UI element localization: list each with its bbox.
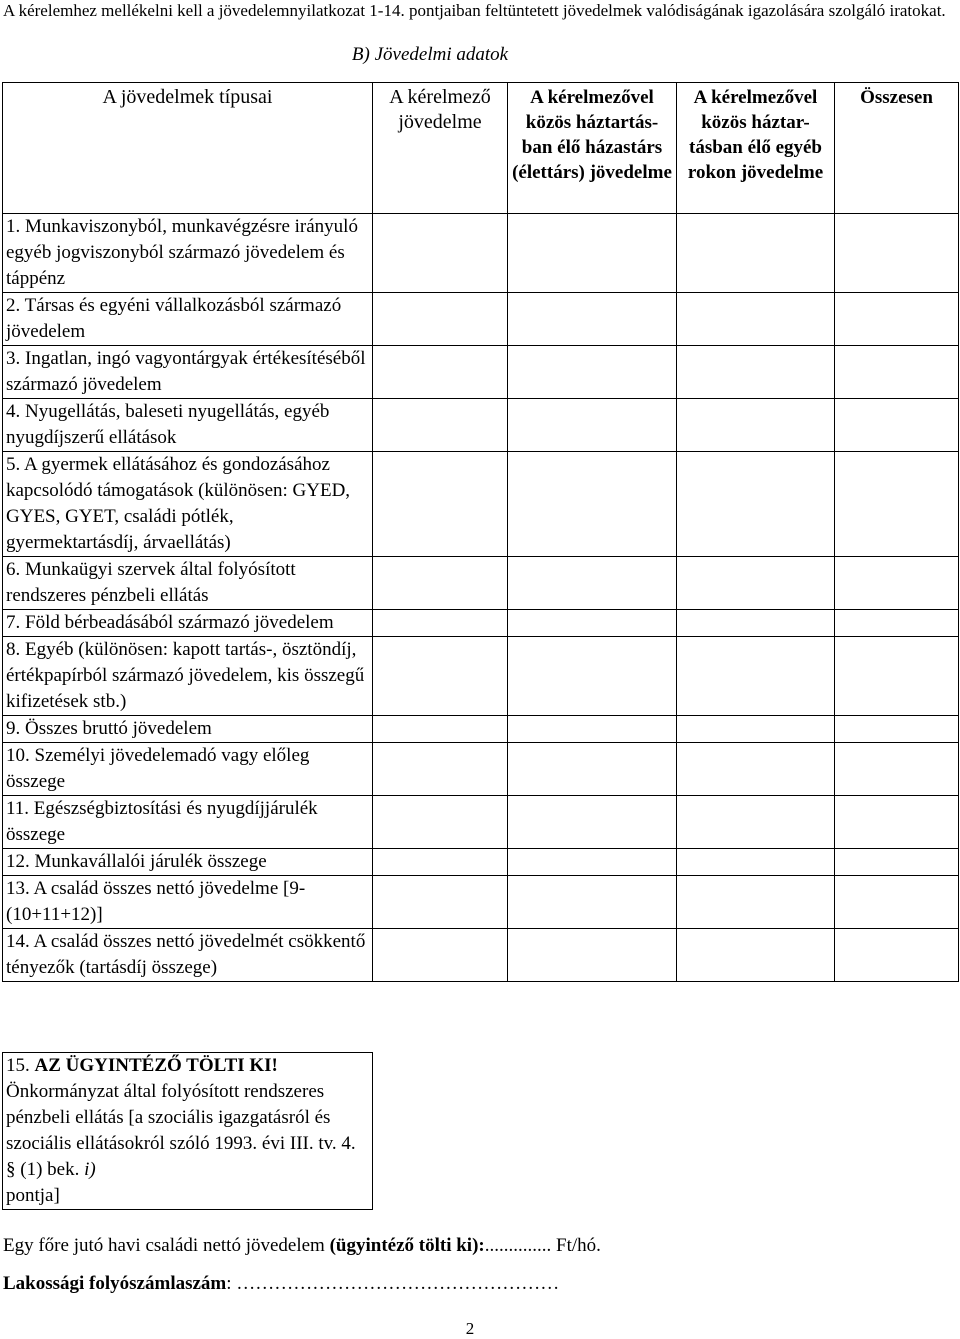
income-type-label: 3. Ingatlan, ingó vagyontárgyak értékesítéséből származó jövedelem [3,346,373,399]
admin-number: 15. [6,1055,30,1076]
header-total: Összesen [835,83,959,214]
header-income-types: A jövedelmek típusai [3,83,373,214]
total-value-cell[interactable] [835,399,959,452]
relative-value-cell[interactable] [677,557,835,610]
spouse-value-cell[interactable] [508,929,677,982]
relative-value-cell[interactable] [677,929,835,982]
spouse-value-cell[interactable] [508,716,677,743]
income-type-label: 12. Munkavállalói járulék összege [3,849,373,876]
header-relative-income: A kérelmezővel közös háztar-tásban élő egyéb rokon jövedelme [677,83,835,214]
spouse-value-cell[interactable] [508,637,677,716]
income-type-label: 9. Összes bruttó jövedelem [3,716,373,743]
income-type-label: 14. A család összes nettó jövedelmét csökkentő tényezők (tartásdíj összege) [3,929,373,982]
relative-value-cell[interactable] [677,876,835,929]
total-value-cell[interactable] [835,557,959,610]
spouse-value-cell[interactable] [508,293,677,346]
applicant-value-cell[interactable] [373,929,508,982]
per-capita-unit: Ft/hó. [556,1235,601,1256]
admin-text-end: pontja] [6,1185,60,1206]
total-value-cell[interactable] [835,743,959,796]
income-type-label: 6. Munkaügyi szervek által folyósított rendszeres pénzbeli ellátás [3,557,373,610]
table-row [3,610,959,637]
relative-value-cell[interactable] [677,743,835,796]
total-value-cell[interactable] [835,716,959,743]
income-type-label: 5. A gyermek ellátásához és gondozásához kapcsolódó támogatások (különösen: GYED, GYES, GYET, családi pótlék, gyermektartásdíj, árvaellátás) [3,452,373,557]
table-row [3,452,959,557]
spouse-value-cell[interactable] [508,743,677,796]
spouse-value-cell[interactable] [508,399,677,452]
per-capita-note: (ügyintéző tölti ki): [329,1235,485,1256]
spouse-value-cell[interactable] [508,557,677,610]
spouse-value-cell[interactable] [508,346,677,399]
relative-value-cell[interactable] [677,452,835,557]
account-number-line [3,1272,559,1296]
applicant-value-cell[interactable] [373,849,508,876]
spouse-value-cell[interactable] [508,452,677,557]
header-spouse-income: A kérelmezővel közös háztartás-ban élő házastárs (élettárs) jövedelme [508,83,677,214]
relative-value-cell[interactable] [677,849,835,876]
spouse-value-cell[interactable] [508,610,677,637]
income-type-label: 11. Egészségbiztosítási és nyugdíjjárulék összege [3,796,373,849]
spouse-value-cell[interactable] [508,796,677,849]
total-value-cell[interactable] [835,610,959,637]
total-value-cell[interactable] [835,876,959,929]
applicant-value-cell[interactable] [373,716,508,743]
total-value-cell[interactable] [835,452,959,557]
income-type-label: 7. Föld bérbeadásából származó jövedelem [3,610,373,637]
header-note: A kérelemhez mellékelni kell a jövedelemnyilatkozat 1-14. pontjaiban feltüntetett jövedelmek valódiságának igazolására szolgáló iratokat. [3,1,946,20]
admin-row [3,1053,373,1210]
table-row [3,399,959,452]
per-capita-income-line [3,1234,601,1258]
table-row [3,346,959,399]
income-type-label: 1. Munkaviszonyból, munkavégzésre irányuló egyéb jogviszonyból származó jövedelem és táppénz [3,214,373,293]
total-value-cell[interactable] [835,293,959,346]
total-value-cell[interactable] [835,796,959,849]
relative-value-cell[interactable] [677,214,835,293]
relative-value-cell[interactable] [677,796,835,849]
table-row [3,743,959,796]
per-capita-value-field[interactable]: .............. [484,1235,552,1256]
spouse-value-cell[interactable] [508,876,677,929]
relative-value-cell[interactable] [677,637,835,716]
relative-value-cell[interactable] [677,399,835,452]
account-label: Lakossági folyószámlaszám [3,1273,227,1294]
admin-text-italic: i) [84,1159,96,1180]
total-value-cell[interactable] [835,929,959,982]
table-row [3,716,959,743]
relative-value-cell[interactable] [677,610,835,637]
total-value-cell[interactable] [835,637,959,716]
admin-table [2,1052,373,1210]
admin-text: Önkormányzat által folyósított rendszeres pénzbeli ellátás [a szociális igazgatásról és szociális ellátásokról szóló 1993. évi III. tv. 4. § (1) bek. [6,1081,356,1180]
applicant-value-cell[interactable] [373,637,508,716]
applicant-value-cell[interactable] [373,743,508,796]
admin-cell [3,1053,373,1210]
table-row [3,557,959,610]
applicant-value-cell[interactable] [373,346,508,399]
admin-heading: AZ ÜGYINTÉZŐ TÖLTI KI! [34,1055,278,1076]
total-value-cell[interactable] [835,346,959,399]
account-number-field[interactable]: …………………………………………… [236,1273,560,1294]
income-type-label: 13. A család összes nettó jövedelme [9-(10+11+12)] [3,876,373,929]
table-row [3,637,959,716]
per-capita-label: Egy főre jutó havi családi nettó jövedelem [3,1235,325,1256]
income-rows [3,214,959,982]
total-value-cell[interactable] [835,214,959,293]
applicant-value-cell[interactable] [373,557,508,610]
applicant-value-cell[interactable] [373,610,508,637]
income-type-label: 10. Személyi jövedelemadó vagy előleg összege [3,743,373,796]
account-colon: : [226,1273,232,1294]
section-title: B) Jövedelmi adatok [351,44,509,65]
income-type-label: 8. Egyéb (különösen: kapott tartás-, ösztöndíj, értékpapírból származó jövedelem, kis összegű kifizetések stb.) [3,637,373,716]
table-row [3,929,959,982]
table-row [3,876,959,929]
income-type-label: 2. Társas és egyéni vállalkozásból származó jövedelem [3,293,373,346]
spouse-value-cell[interactable] [508,849,677,876]
applicant-value-cell[interactable] [373,293,508,346]
applicant-value-cell[interactable] [373,452,508,557]
header-applicant-income: A kérelmező jövedelme [373,83,508,214]
applicant-value-cell[interactable] [373,796,508,849]
income-table [2,82,959,982]
relative-value-cell[interactable] [677,716,835,743]
table-row [3,796,959,849]
relative-value-cell[interactable] [677,293,835,346]
table-header-row [3,83,959,214]
applicant-value-cell[interactable] [373,399,508,452]
income-type-label: 4. Nyugellátás, baleseti nyugellátás, egyéb nyugdíjszerű ellátások [3,399,373,452]
applicant-value-cell[interactable] [373,214,508,293]
applicant-value-cell[interactable] [373,876,508,929]
total-value-cell[interactable] [835,849,959,876]
page-number: 2 [465,1319,475,1338]
table-row [3,293,959,346]
table-row [3,214,959,293]
spouse-value-cell[interactable] [508,214,677,293]
table-row [3,849,959,876]
relative-value-cell[interactable] [677,346,835,399]
